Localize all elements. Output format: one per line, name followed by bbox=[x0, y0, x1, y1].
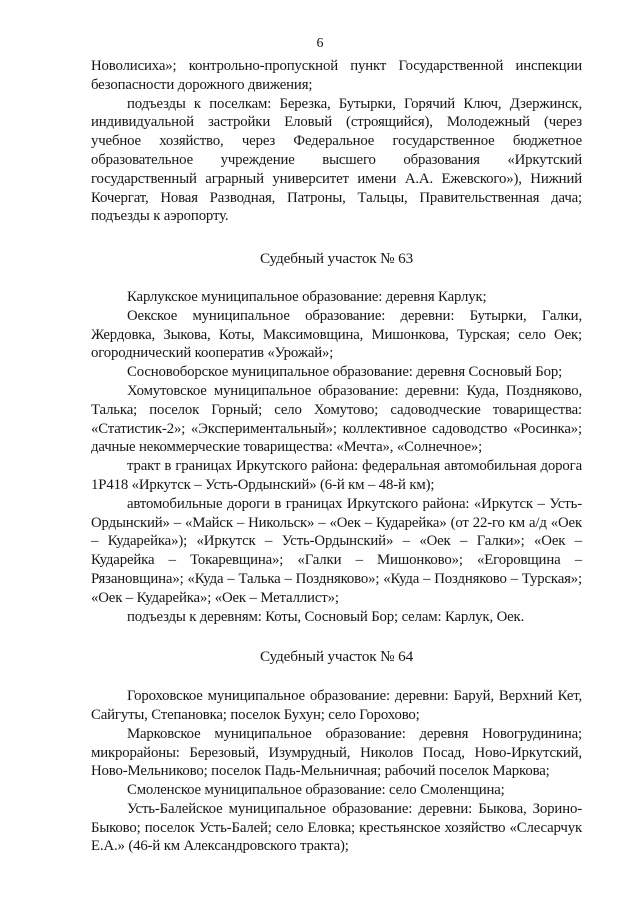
section-64-paragraph: Марковское муниципальное образование: деревня Новогрудинина; микрорайоны: Березовый, Изумрудный, Николов Посад, Ново-Иркутский, Ново-Мельниково; поселок Падь-Мельничная; рабочий поселок Маркова; bbox=[91, 725, 582, 780]
section-63-paragraph: Карлукское муниципальное образование: деревня Карлук; bbox=[127, 288, 487, 305]
section-63-paragraph: Хомутовское муниципальное образование: деревни: Куда, Поздняково, Талька; поселок Горный; село Хомутово; садоводческие товарищества: «Статистик-2»; «Экспериментальный»; коллективное садоводство «Росинка»; дачные некоммерческие товарищества: «Мечта», «Солнечное»; bbox=[91, 382, 582, 456]
section-63-paragraph: Оекское муниципальное образование: деревни: Бутырки, Галки, Жердовка, Зыкова, Коты, Максимовщина, Мишонкова, Турская; село Оек; огороднический кооператив «Урожай»; bbox=[91, 307, 582, 362]
section-64-paragraph: Смоленское муниципальное образование: село Смоленщина; bbox=[127, 782, 505, 799]
section-64-paragraph: Гороховское муниципальное образование: деревни: Баруй, Верхний Кет, Сайгуты, Степановка; поселок Бухун; село Горохово; bbox=[91, 688, 582, 723]
paragraph-approaches: подъезды к поселкам: Березка, Бутырки, Горячий Ключ, Дзержинск, индивидуальной застройки Еловый (строящийся), Молодежный (через учебное хозяйство, через Федеральное государственное бюджетное образовательное учреждение высшего образования «Иркутский государственный аграрный университет имени А.А. Ежевского»), Нижний Кочергат, Новая Разводная, Патроны, Тальцы, Правительственная дача; подъезды к аэропорту. bbox=[91, 95, 582, 225]
section-heading-64: Судебный участок № 64 bbox=[259, 648, 414, 666]
section-63-paragraph: подъезды к деревням: Коты, Сосновый Бор; селам: Карлук, Оек. bbox=[127, 608, 525, 625]
page-number: 6 bbox=[316, 36, 324, 51]
section-heading-63: Судебный участок № 63 bbox=[259, 250, 414, 268]
paragraph-continuation: Новолисиха»; контрольно-пропускной пункт Государственной инспекции безопасности дорожного движения; bbox=[91, 58, 582, 93]
section-64-paragraph: Усть-Балейское муниципальное образование: деревни: Быкова, Зорино-Быково; поселок Усть-Балей; село Еловка; крестьянское хозяйство «Слесарчук Е.А.» (46-й км Александровского тракта); bbox=[91, 800, 582, 855]
section-63-paragraph: Сосновоборское муниципальное образование: деревня Сосновый Бор; bbox=[127, 364, 563, 381]
section-63-paragraph: тракт в границах Иркутского района: федеральная автомобильная дорога 1Р418 «Иркутск – Усть-Ордынский» (6-й км – 48-й км); bbox=[91, 458, 582, 493]
section-63-paragraph: автомобильные дороги в границах Иркутского района: «Иркутск – Усть-Ордынский» – «Майск – Никольск» – «Оек – Кударейка» (от 22-го км а/д «Оек – Кударейка»); «Иркутск – Усть-Ордынский» – «Оек – Галки»; «Оек – Кударейка – Токаревщина»; «Галки – Мишонково»; «Егоровщина – Рязановщина»; «Куда – Талька – Поздняково»; «Куда – Поздняково – Турская»; «Оек – Кударейка»; «Оек – Металлист»; bbox=[91, 495, 582, 606]
document-body bbox=[91, 57, 582, 856]
